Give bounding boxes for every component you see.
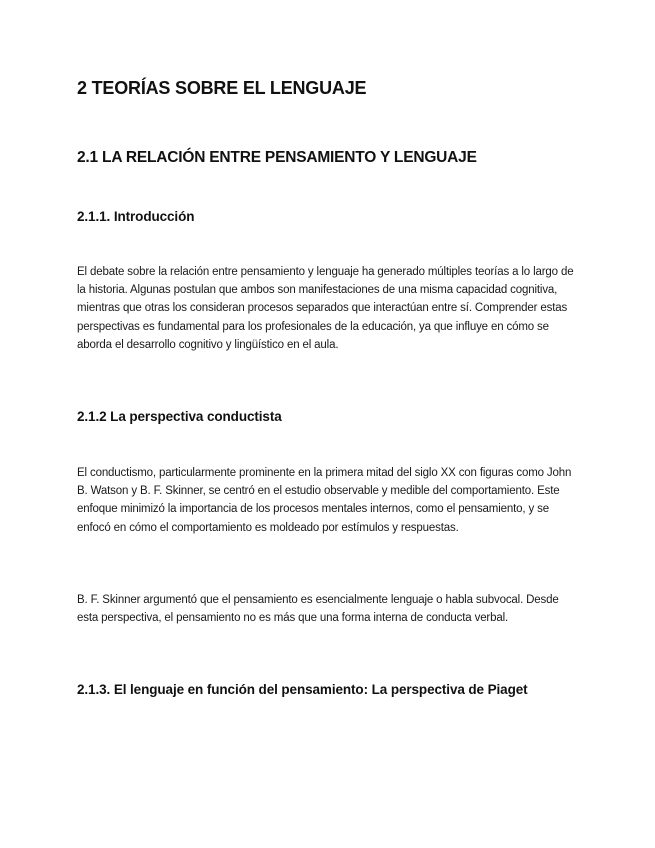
- chapter-heading: 2 TEORÍAS SOBRE EL LENGUAJE: [77, 78, 367, 98]
- section-heading: 2.1 LA RELACIÓN ENTRE PENSAMIENTO Y LENGUAJE: [77, 149, 477, 166]
- paragraph-introduccion: El debate sobre la relación entre pensamiento y lenguaje ha generado múltiples teorías a lo largo de la historia. Algunas postulan que ambos son manifestaciones de una misma capacidad cognitiva, mientras que otras los consideran procesos separados que interactúan entre sí. Comprender estas perspectivas es fundamental para los profesionales de la educación, ya que influye en cómo se aborda el desarrollo cognitivo y lingüístico en el aula.: [77, 266, 574, 351]
- subsection-heading-piaget: 2.1.3. El lenguaje en función del pensamiento: La perspectiva de Piaget: [77, 682, 528, 697]
- paragraph-skinner: B. F. Skinner argumentó que el pensamiento es esencialmente lenguaje o habla subvocal. Desde esta perspectiva, el pensamiento no es más que una forma interna de conducta verbal.: [77, 594, 559, 625]
- paragraph-conductismo: El conductismo, particularmente prominente en la primera mitad del siglo XX con figuras como John B. Watson y B. F. Skinner, se centró en el estudio observable y medible del comportamiento. Este enfoque minimizó la importancia de los procesos mentales internos, como el pensamiento, y se enfocó en cómo el comportamiento es moldeado por estímulos y respuestas.: [77, 467, 572, 534]
- subsection-heading-conductista: 2.1.2 La perspectiva conductista: [77, 409, 282, 424]
- subsection-heading-introduccion: 2.1.1. Introducción: [77, 209, 195, 224]
